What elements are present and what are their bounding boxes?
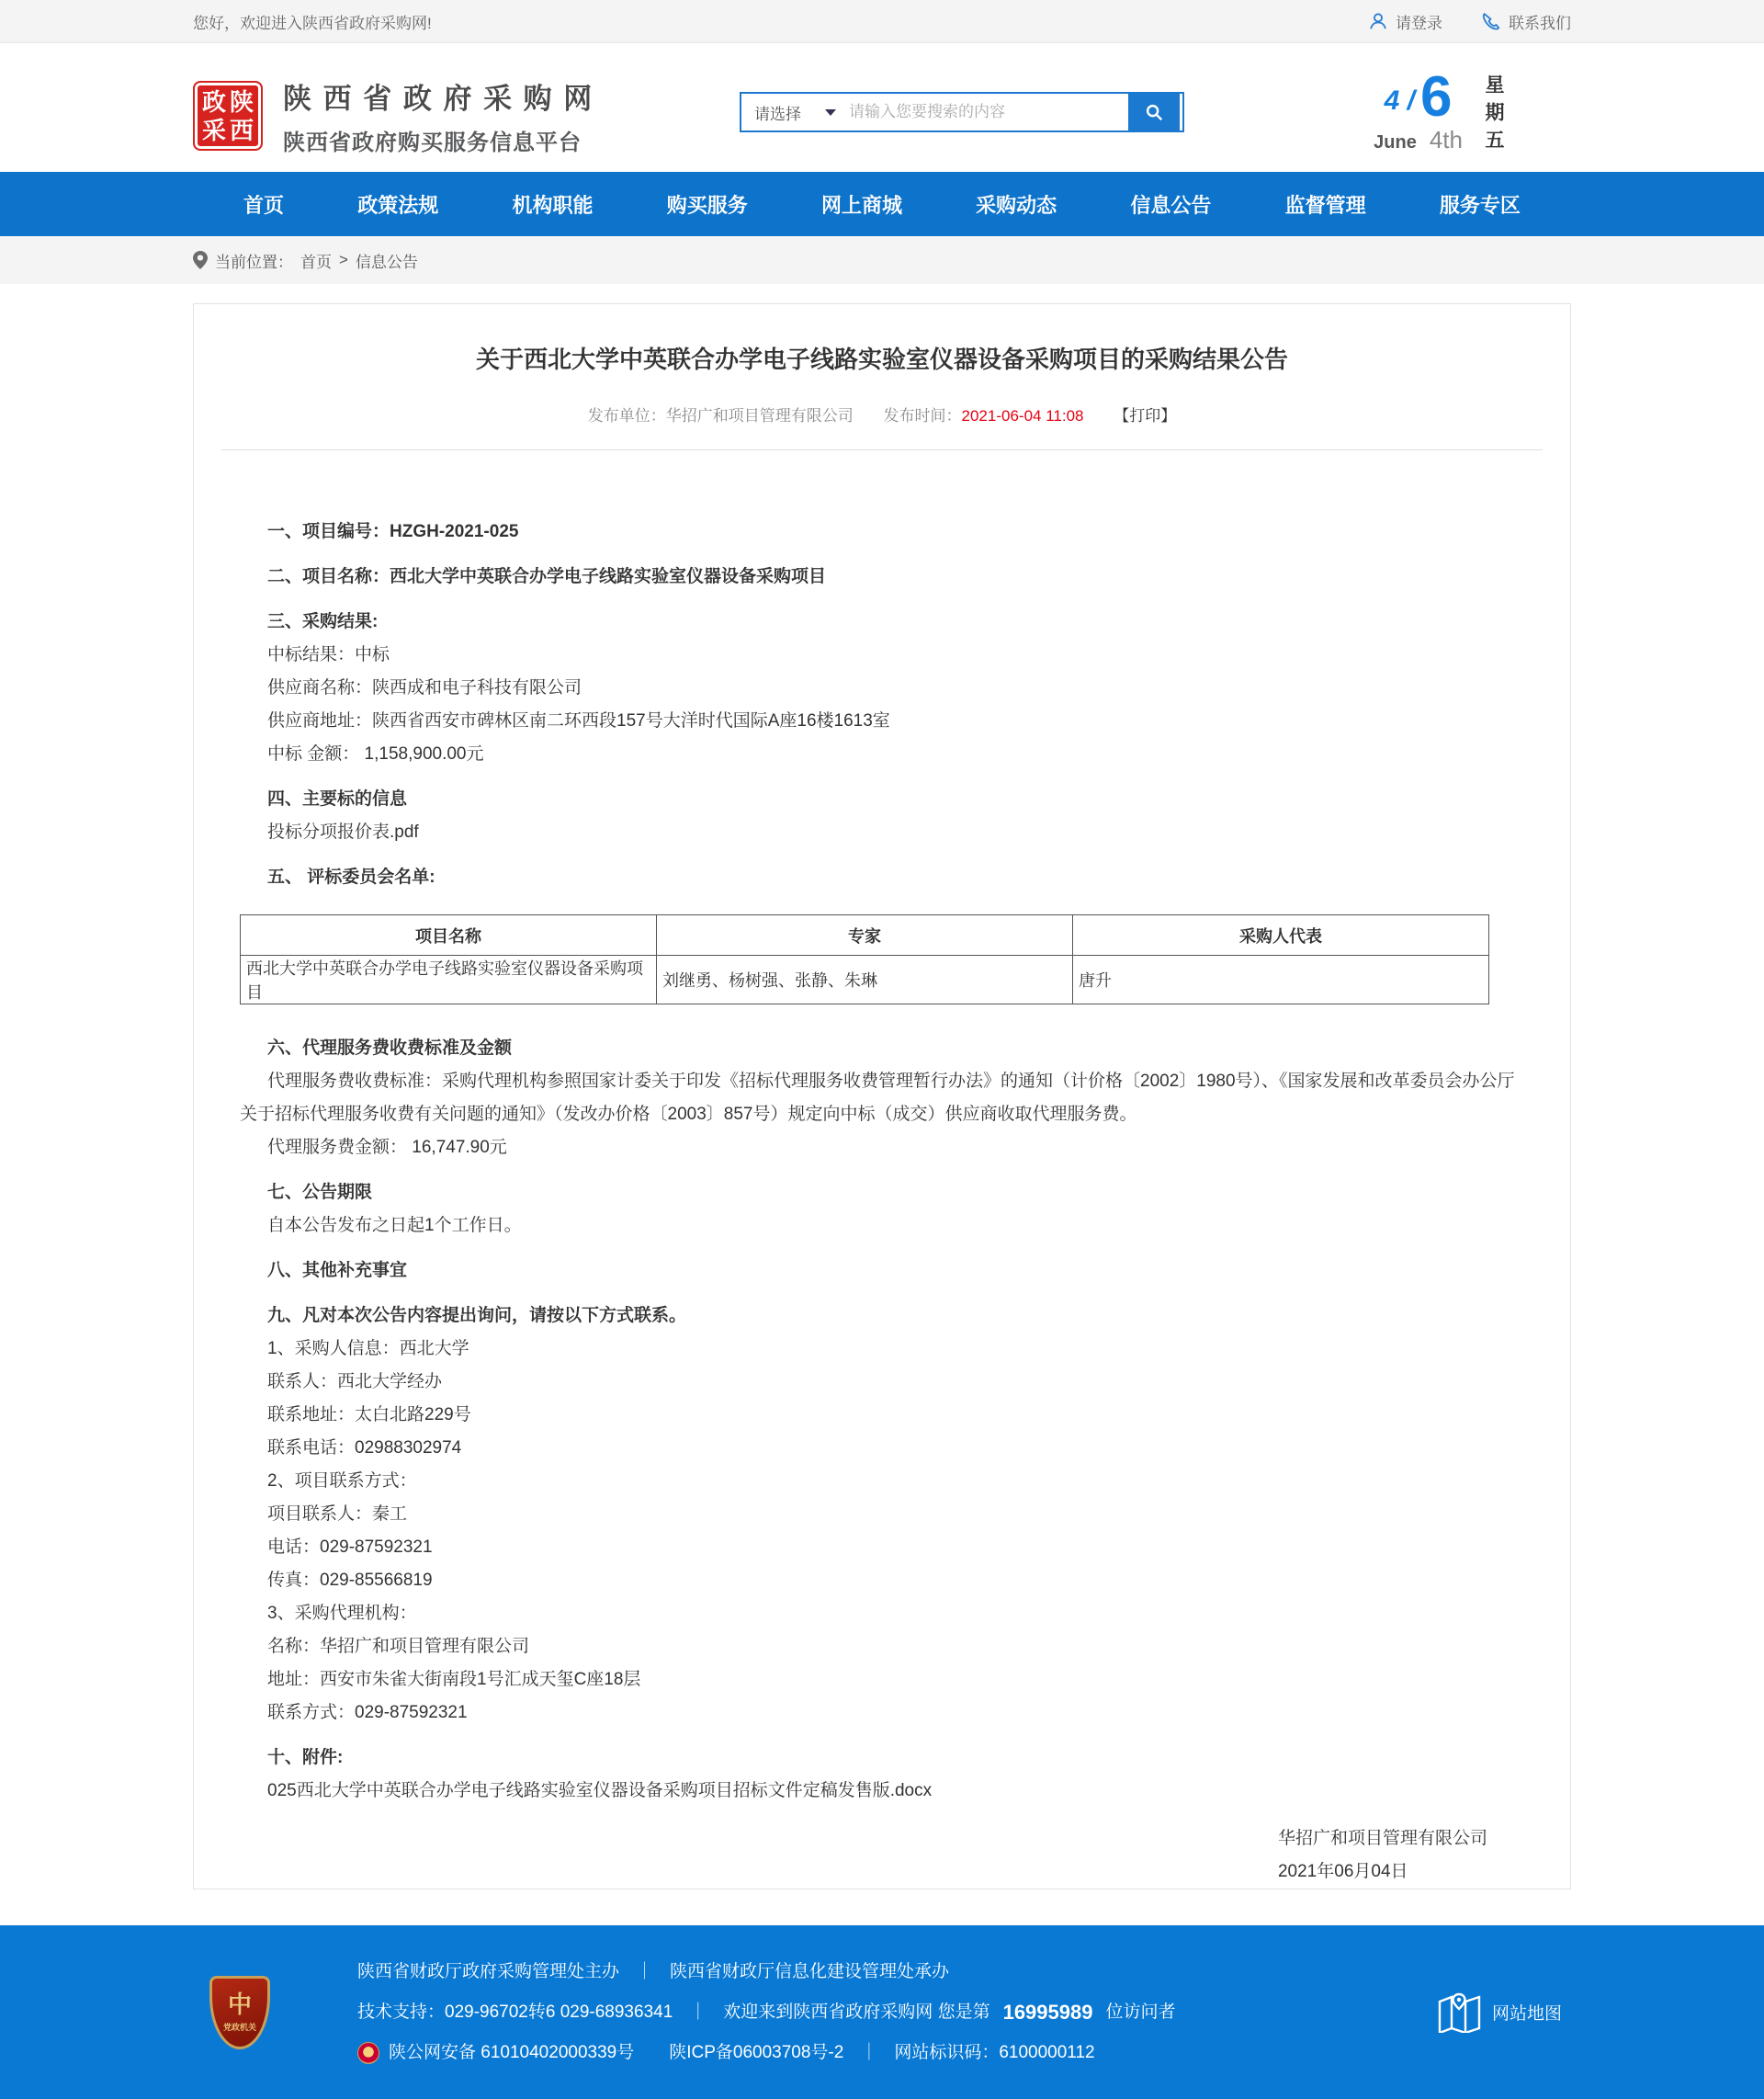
seal-logo-icon	[193, 81, 263, 151]
police-badge-icon	[357, 2042, 379, 2064]
section-heading-7: 七、公告期限	[267, 1183, 373, 1202]
date-day-num: 6	[1420, 65, 1453, 129]
announcement-period: 自本公告发布之日起1个工作日。	[267, 1216, 522, 1235]
footer-line-1	[357, 1956, 1175, 1989]
main-content	[0, 303, 1764, 1889]
welcome-text: 您好，欢迎进入陕西省政府采购网!	[193, 14, 432, 32]
project-contact-fax: 传真：029-85566819	[267, 1571, 433, 1590]
publisher-value: 华招广和项目管理有限公司	[665, 407, 854, 425]
purchaser-info: 1、采购人信息：西北大学	[267, 1339, 469, 1358]
footer-icp[interactable]: 陕ICP备06003708号-2	[669, 2042, 844, 2062]
docx-attachment-link[interactable]: 025西北大学中英联合办学电子线路实验室仪器设备采购项目招标文件定稿发售版.docx	[267, 1781, 933, 1800]
seal-char: 西	[229, 117, 254, 144]
agency-fee-amount: 代理服务费金额： 16,747.90元	[267, 1138, 507, 1157]
footer-beian[interactable]: 陕公网安备 61010402000339号	[389, 2042, 635, 2062]
bid-amount: 中标 金额： 1,158,900.00元	[267, 744, 484, 764]
breadcrumb-label: 当前位置：	[215, 253, 293, 271]
cell-project-name: 西北大学中英联合办学电子线路实验室仪器设备采购项目	[241, 956, 657, 1004]
date-widget	[1374, 65, 1562, 157]
login-label: 请登录	[1396, 14, 1442, 32]
signature-company: 华招广和项目管理有限公司	[1277, 1829, 1487, 1848]
visitor-count: 16995989	[1002, 2000, 1093, 2024]
footer-separator: ｜	[689, 2002, 707, 2022]
sitemap-label: 网站地图	[1491, 2004, 1562, 2024]
page-title: 关于西北大学中英联合办学电子线路实验室仪器设备采购项目的采购结果公告	[475, 346, 1288, 373]
site-name: 陕 西 省 政 府 采 购 网	[283, 83, 594, 115]
signature-date: 2021年06月04日	[1277, 1862, 1408, 1881]
footer-undertaker: 陕西省财政厅信息化建设管理处承办	[670, 1961, 950, 1981]
article-body	[194, 450, 1570, 1889]
section-heading-3: 三、采购结果:	[267, 612, 379, 631]
agency-address: 地址：西安市朱雀大街南段1号汇成天玺C座18层	[267, 1670, 641, 1689]
shield-emblem-glyph: 中	[227, 1991, 252, 2018]
section-heading-10: 十、附件:	[267, 1748, 344, 1767]
footer-line-3	[357, 2037, 1175, 2070]
site-logo[interactable]	[193, 75, 594, 156]
footer-tech-support: 技术支持：029-96702转6 029-68936341	[357, 2002, 673, 2022]
search-icon	[1144, 102, 1164, 122]
seal-char: 采	[201, 117, 226, 144]
search-bar	[740, 92, 1184, 132]
nav-item-home[interactable]: 首页	[243, 193, 285, 217]
search-button[interactable]	[1128, 94, 1180, 130]
purchaser-phone: 联系电话：02988302974	[267, 1438, 462, 1458]
seal-char: 陕	[229, 88, 254, 116]
project-contact-heading: 2、项目联系方式：	[267, 1471, 417, 1491]
nav-item-policies[interactable]: 政策法规	[357, 193, 439, 217]
footer-welcome: 欢迎来到陕西省政府采购网 您是第	[723, 2002, 990, 2022]
login-link[interactable]	[1368, 10, 1442, 33]
section-heading-1: 一、项目编号：HZGH-2021-025	[267, 522, 519, 541]
purchaser-address: 联系地址：太白北路229号	[267, 1405, 471, 1424]
article-meta	[221, 403, 1543, 450]
agency-phone: 联系方式：029-87592321	[267, 1703, 468, 1722]
nav-item-announcements[interactable]: 信息公告	[1130, 193, 1212, 217]
agency-fee-standard: 代理服务费收费标准：采购代理机构参照国家计委关于印发《招标代理服务收费管理暂行办法》的通知（计价格〔2002〕1980号）、《国家发展和改革委员会办公厅关于招标代理服务收费有关问题的通知》（发改办价格〔2003〕857号）规定向中标（成交）供应商收取代理服务费。	[240, 1072, 1515, 1124]
supplier-name: 供应商名称：陕西成和电子科技有限公司	[267, 678, 582, 698]
footer-separator: ｜	[636, 1961, 654, 1981]
publish-time-value: 2021-06-04 11:08	[961, 407, 1084, 425]
top-utility-bar	[0, 0, 1764, 43]
cell-experts: 刘继勇、杨树强、张静、朱琳	[657, 956, 1073, 1004]
sitemap-link[interactable]	[1437, 1992, 1562, 2033]
location-pin-icon	[193, 251, 208, 269]
pdf-attachment-link[interactable]: 投标分项报价表.pdf	[267, 823, 419, 842]
bid-result: 中标结果：中标	[267, 645, 390, 664]
party-government-shield-icon	[209, 1976, 270, 2049]
publish-time-label: 发布时间：	[883, 407, 962, 425]
section-heading-5: 五、 评标委员会名单:	[267, 868, 435, 887]
project-contact-phone: 电话：029-87592321	[267, 1537, 433, 1557]
announcement-card	[193, 303, 1571, 1889]
chevron-down-icon	[825, 109, 836, 116]
seal-char: 政	[201, 88, 226, 116]
date-month-name: June	[1374, 132, 1417, 153]
table-row	[241, 956, 1489, 1004]
col-purchaser-rep: 采购人代表	[1073, 915, 1489, 956]
purchaser-contact: 联系人：西北大学经办	[267, 1372, 443, 1391]
search-input[interactable]	[849, 94, 1128, 130]
nav-item-procurement-news[interactable]: 采购动态	[976, 193, 1057, 217]
date-weekday: 星期五	[1483, 74, 1504, 157]
breadcrumb-current[interactable]: 信息公告	[355, 253, 418, 271]
contact-link[interactable]	[1481, 10, 1571, 33]
user-icon	[1368, 11, 1388, 31]
section-heading-4: 四、主要标的信息	[267, 789, 408, 809]
nav-item-service-zone[interactable]: 服务专区	[1439, 193, 1521, 217]
main-nav	[0, 172, 1764, 236]
phone-icon	[1481, 11, 1501, 31]
footer-visitor-suffix: 位访问者	[1105, 2002, 1176, 2022]
agency-name: 名称：华招广和项目管理有限公司	[267, 1637, 530, 1656]
col-experts: 专家	[657, 915, 1073, 956]
sitemap-map-icon	[1437, 1992, 1483, 2033]
breadcrumb-bar	[0, 236, 1764, 284]
date-month-num: 4 /	[1384, 85, 1416, 116]
footer-host: 陕西省财政厅政府采购管理处主办	[357, 1961, 620, 1981]
signature-block	[1278, 1822, 1487, 1889]
section-heading-6: 六、代理服务费收费标准及金额	[267, 1038, 513, 1058]
nav-item-online-mall[interactable]: 网上商城	[820, 193, 902, 217]
section-heading-2: 二、项目名称：西北大学中英联合办学电子线路实验室仪器设备采购项目	[267, 567, 827, 586]
footer-site-code: 网站标识码：6100000112	[894, 2042, 1095, 2062]
site-subtitle: 陕西省政府购买服务信息平台	[283, 130, 582, 155]
shield-emblem-text: 党政机关	[222, 2023, 256, 2032]
breadcrumb-separator: >	[339, 251, 348, 268]
cell-purchaser-rep: 唐升	[1073, 956, 1489, 1004]
search-category-select[interactable]	[741, 101, 849, 124]
nav-item-supervision[interactable]: 监督管理	[1284, 193, 1366, 217]
publisher-label: 发布单位：	[587, 407, 666, 425]
table-header-row	[241, 915, 1489, 956]
agency-heading: 3、采购代理机构：	[267, 1604, 417, 1623]
col-project-name: 项目名称	[241, 915, 657, 956]
nav-item-purchase-services[interactable]: 购买服务	[666, 193, 748, 217]
date-day-ordinal: 4th	[1429, 126, 1463, 153]
section-heading-8: 八、其他补充事宜	[267, 1261, 408, 1280]
contact-label: 联系我们	[1509, 14, 1571, 32]
breadcrumb-home[interactable]: 首页	[300, 253, 332, 271]
footer-line-2	[357, 1996, 1175, 2029]
committee-table	[240, 914, 1489, 1004]
site-header	[0, 43, 1764, 172]
print-button[interactable]: 【打印】	[1114, 407, 1177, 425]
site-footer	[0, 1925, 1764, 2099]
nav-item-functions[interactable]: 机构职能	[512, 193, 594, 217]
supplier-address: 供应商地址：陕西省西安市碑林区南二环西段157号大洋时代国际A座16楼1613室	[267, 711, 890, 731]
search-select-label: 请选择	[754, 105, 801, 123]
project-contact-name: 项目联系人：秦工	[267, 1504, 408, 1524]
footer-separator: ｜	[860, 2042, 878, 2062]
section-heading-9: 九、凡对本次公告内容提出询问，请按以下方式联系。	[267, 1306, 687, 1325]
